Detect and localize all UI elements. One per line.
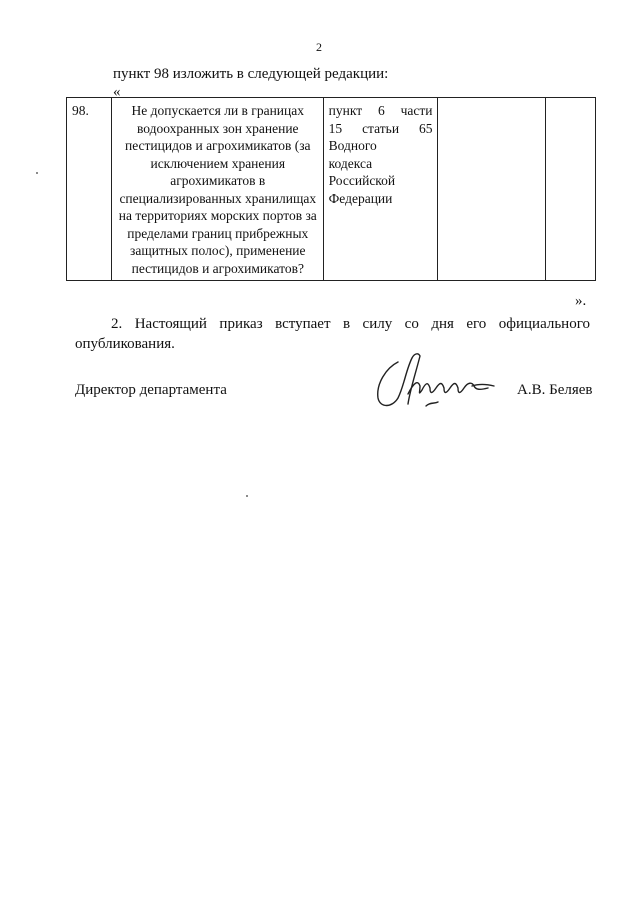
reference-line: [329, 102, 433, 120]
empty-cell: [437, 98, 546, 281]
reference-word: 65: [418, 120, 433, 136]
reference-word: пункт: [328, 103, 363, 118]
closing-quote: ».: [575, 293, 587, 309]
table-row: [67, 98, 596, 281]
empty-cell: [546, 98, 596, 281]
page-number: 2: [316, 40, 322, 54]
reference-word: 6: [377, 103, 385, 118]
clause-2: 2. Настоящий приказ вступает в силу со дня его официального опубликования.: [75, 316, 590, 352]
reference-word: 15: [328, 120, 343, 136]
reference-rest: Водного кодекса Российской Федерации: [328, 138, 396, 206]
reference-word: части: [400, 103, 433, 118]
legal-reference-cell: [323, 98, 437, 281]
opening-quote: «: [113, 84, 121, 100]
handwritten-signature: [368, 346, 508, 421]
reference-line: [329, 120, 433, 138]
requirements-table: [66, 97, 596, 281]
amendment-intro: пункт 98 изложить в следующей редакции:: [113, 66, 389, 82]
signer-name: А.В. Беляев: [517, 382, 593, 398]
scan-speck: [246, 495, 248, 497]
row-number: 98.: [67, 98, 112, 281]
reference-word: статьи: [362, 120, 400, 136]
scan-speck: [36, 172, 38, 174]
question-cell: Не допускается ли в границах водоохранных зон хранение пестицидов и агрохимикатов (за исключением хранения агрохимикатов в специализированных хранилищах на территориях морских портов за пределами границ прибрежных защитных полос), применение пестицидов и агрохимикатов?: [111, 98, 323, 281]
signer-title: Директор департамента: [75, 382, 227, 398]
